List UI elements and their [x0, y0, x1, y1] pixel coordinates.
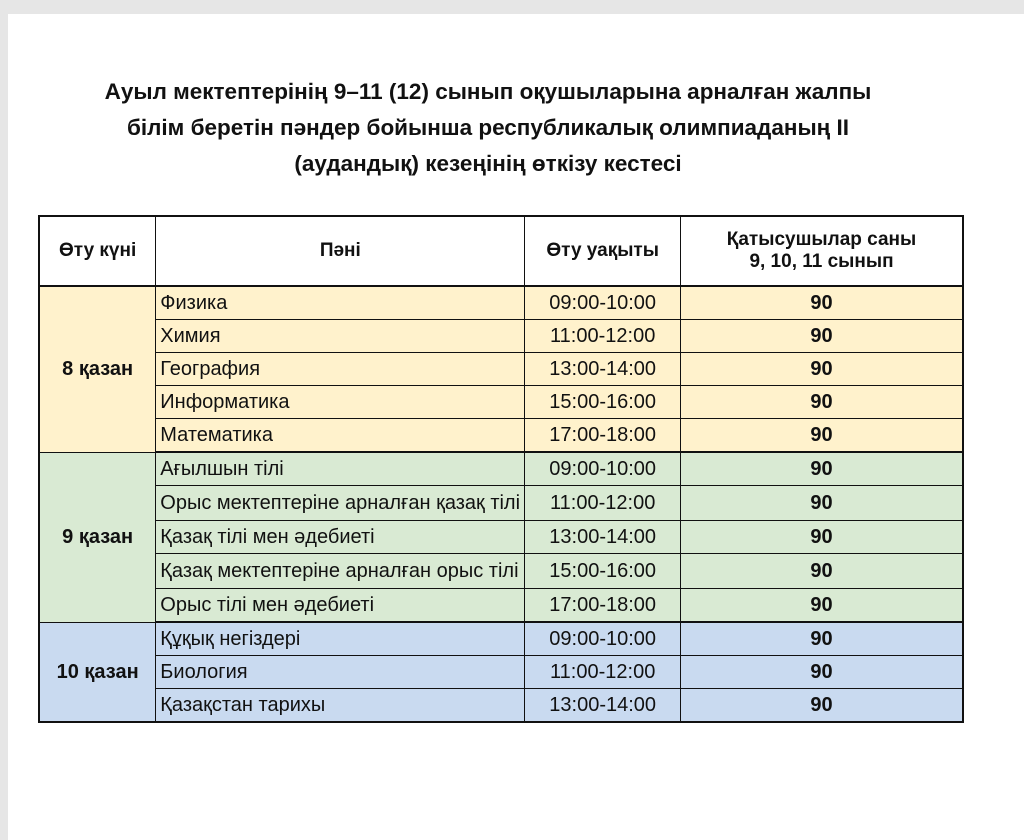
- table-row: [39, 386, 963, 419]
- subject-cell: Қазақстан тарихы: [156, 689, 525, 723]
- table-row: [39, 622, 963, 656]
- subject-cell: Құқық негіздері: [156, 622, 525, 656]
- count-cell: 90: [681, 689, 963, 723]
- subject-cell: Химия: [156, 320, 525, 353]
- day-cell: 9 қазан: [39, 452, 156, 622]
- table-row: [39, 554, 963, 589]
- day-cell: 10 қазан: [39, 622, 156, 722]
- table-row: [39, 419, 963, 453]
- time-cell: 17:00-18:00: [525, 589, 681, 623]
- time-cell: 15:00-16:00: [525, 554, 681, 589]
- day-cell: 8 қазан: [39, 286, 156, 452]
- time-cell: 13:00-14:00: [525, 689, 681, 723]
- subject-cell: Биология: [156, 656, 525, 689]
- subject-cell: Физика: [156, 286, 525, 320]
- time-cell: 17:00-18:00: [525, 419, 681, 453]
- time-cell: 11:00-12:00: [525, 320, 681, 353]
- title-line: білім беретін пәндер бойынша республикалық олимпиаданың ІІ: [126, 115, 850, 140]
- table-row: [39, 452, 963, 486]
- count-cell: 90: [681, 386, 963, 419]
- table-row: [39, 320, 963, 353]
- table-row: [39, 486, 963, 521]
- count-cell: 90: [681, 320, 963, 353]
- subject-cell: Информатика: [156, 386, 525, 419]
- table-row: [39, 353, 963, 386]
- table-row: [39, 689, 963, 723]
- time-cell: 11:00-12:00: [525, 486, 681, 521]
- count-cell: 90: [681, 419, 963, 453]
- header-count-line2: 9, 10, 11 сынып: [749, 251, 894, 272]
- schedule-table: [38, 215, 964, 723]
- subject-cell: Қазақ мектептеріне арналған орыс тілі: [156, 554, 525, 589]
- count-cell: 90: [681, 286, 963, 320]
- title-line: (аудандық) кезеңінің өткізу кестесі: [294, 151, 682, 176]
- header-day: Өту күні: [39, 216, 156, 286]
- subject-cell: География: [156, 353, 525, 386]
- subject-cell: Орыс тілі мен әдебиеті: [156, 589, 525, 623]
- header-count: [681, 216, 963, 286]
- table-row: [39, 521, 963, 554]
- time-cell: 09:00-10:00: [525, 452, 681, 486]
- count-cell: 90: [681, 486, 963, 521]
- time-cell: 13:00-14:00: [525, 521, 681, 554]
- table-row: [39, 286, 963, 320]
- time-cell: 15:00-16:00: [525, 386, 681, 419]
- subject-cell: Математика: [156, 419, 525, 453]
- header-time: Өту уақыты: [525, 216, 681, 286]
- time-cell: 11:00-12:00: [525, 656, 681, 689]
- document-title: [38, 74, 938, 182]
- count-cell: 90: [681, 656, 963, 689]
- count-cell: 90: [681, 622, 963, 656]
- count-cell: 90: [681, 521, 963, 554]
- subject-cell: Орыс мектептеріне арналған қазақ тілі: [156, 486, 525, 521]
- subject-cell: Ағылшын тілі: [156, 452, 525, 486]
- table-header-row: [39, 216, 963, 286]
- time-cell: 09:00-10:00: [525, 286, 681, 320]
- subject-cell: Қазақ тілі мен әдебиеті: [156, 521, 525, 554]
- count-cell: 90: [681, 589, 963, 623]
- header-subject: Пәні: [156, 216, 525, 286]
- count-cell: 90: [681, 353, 963, 386]
- title-line: Ауыл мектептерінің 9–11 (12) сынып оқушыларына арналған жалпы: [104, 79, 872, 104]
- time-cell: 09:00-10:00: [525, 622, 681, 656]
- count-cell: 90: [681, 452, 963, 486]
- header-count-line1: Қатысушылар саны: [726, 229, 917, 250]
- count-cell: 90: [681, 554, 963, 589]
- time-cell: 13:00-14:00: [525, 353, 681, 386]
- table-row: [39, 656, 963, 689]
- table-row: [39, 589, 963, 623]
